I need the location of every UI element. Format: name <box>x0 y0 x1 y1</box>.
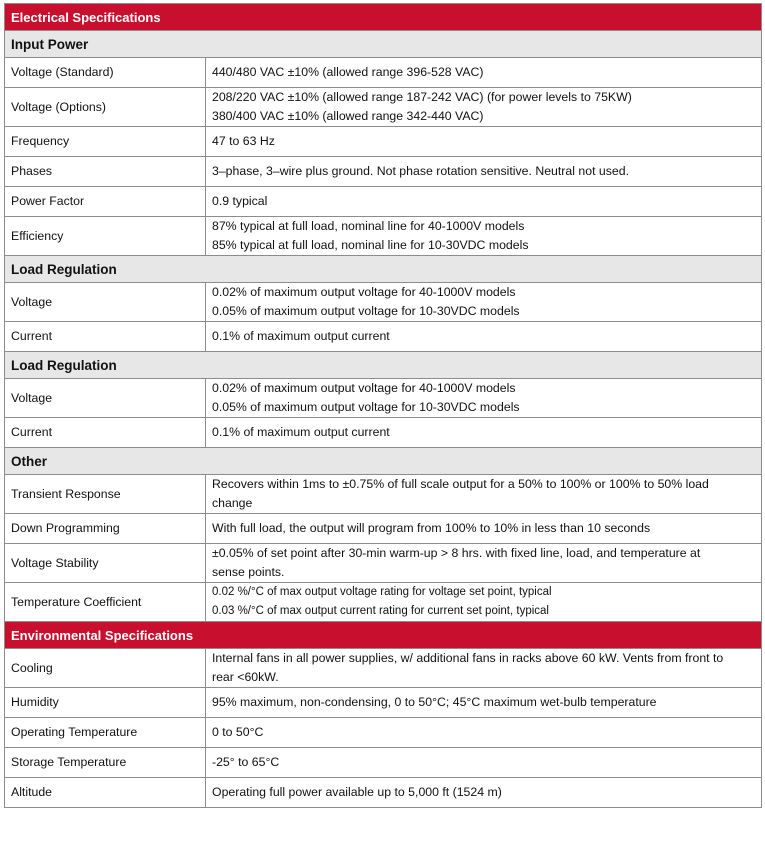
spec-label: Voltage <box>5 283 206 322</box>
spec-table <box>4 3 762 808</box>
section-title: Load Regulation <box>5 256 762 283</box>
spec-value-line: 0.03 %/°C of max output current rating for current set point, typical <box>212 605 549 617</box>
spec-row-altitude <box>5 778 762 808</box>
spec-value-line: 0.02 %/°C of max output voltage rating for voltage set point, typical <box>212 586 552 598</box>
spec-value <box>206 544 762 583</box>
section-header-input-power <box>5 31 762 58</box>
spec-row-voltage <box>5 379 762 418</box>
spec-value <box>206 688 762 718</box>
spec-value-line: 0.1% of maximum output current <box>212 425 390 439</box>
section-title: Environmental Specifications <box>5 622 762 649</box>
spec-value <box>206 187 762 217</box>
spec-value-line: 0.05% of maximum output voltage for 10-30VDC models <box>212 304 520 318</box>
spec-row-temperature-coefficient <box>5 583 762 622</box>
spec-value <box>206 418 762 448</box>
spec-label: Altitude <box>5 778 206 808</box>
spec-value <box>206 283 762 322</box>
spec-value-line: Internal fans in all power supplies, w/ additional fans in racks above 60 kW. Vents from front to <box>212 651 724 665</box>
spec-label: Operating Temperature <box>5 718 206 748</box>
spec-value-line: 0 to 50°C <box>212 725 264 739</box>
spec-row-voltage-options <box>5 88 762 127</box>
spec-row-voltage-stability <box>5 544 762 583</box>
spec-value-line: -25° to 65°C <box>212 755 280 769</box>
spec-label: Voltage <box>5 379 206 418</box>
spec-label: Power Factor <box>5 187 206 217</box>
spec-value-line: 380/400 VAC ±10% (allowed range 342-440 VAC) <box>212 109 484 123</box>
section-title: Load Regulation <box>5 352 762 379</box>
spec-row-operating-temperature <box>5 718 762 748</box>
spec-label: Current <box>5 418 206 448</box>
section-title: Other <box>5 448 762 475</box>
spec-value-line: 87% typical at full load, nominal line for 40-1000V models <box>212 219 525 233</box>
spec-label: Voltage (Standard) <box>5 58 206 88</box>
spec-value-line: rear <60kW. <box>212 670 279 684</box>
spec-row-cooling <box>5 649 762 688</box>
spec-label: Current <box>5 322 206 352</box>
spec-value-line: 0.9 typical <box>212 194 268 208</box>
spec-row-voltage-standard <box>5 58 762 88</box>
spec-label: Cooling <box>5 649 206 688</box>
spec-value-line: ±0.05% of set point after 30-min warm-up > 8 hrs. with fixed line, load, and temperature at <box>212 546 701 560</box>
section-header-electrical-specifications <box>5 4 762 31</box>
spec-value <box>206 58 762 88</box>
spec-row-phases <box>5 157 762 187</box>
spec-value-line: 208/220 VAC ±10% (allowed range 187-242 VAC) (for power levels to 75KW) <box>212 90 632 104</box>
spec-row-storage-temperature <box>5 748 762 778</box>
spec-row-frequency <box>5 127 762 157</box>
section-header-load-regulation <box>5 256 762 283</box>
spec-label: Voltage Stability <box>5 544 206 583</box>
spec-row-humidity <box>5 688 762 718</box>
spec-row-transient-response <box>5 475 762 514</box>
spec-value-line: 440/480 VAC ±10% (allowed range 396-528 VAC) <box>212 65 484 79</box>
spec-value <box>206 127 762 157</box>
section-title: Input Power <box>5 31 762 58</box>
spec-value-line: 47 to 63 Hz <box>212 134 275 148</box>
spec-value-line: 0.02% of maximum output voltage for 40-1000V models <box>212 285 516 299</box>
section-header-other <box>5 448 762 475</box>
spec-value <box>206 583 762 622</box>
spec-label: Storage Temperature <box>5 748 206 778</box>
spec-label: Frequency <box>5 127 206 157</box>
spec-value-line: sense points. <box>212 565 285 579</box>
section-title: Electrical Specifications <box>5 4 762 31</box>
spec-label: Phases <box>5 157 206 187</box>
spec-value-line: 3–phase, 3–wire plus ground. Not phase rotation sensitive. Neutral not used. <box>212 164 629 178</box>
spec-row-current <box>5 322 762 352</box>
spec-value-line: change <box>212 496 253 510</box>
spec-label: Temperature Coefficient <box>5 583 206 622</box>
spec-value-line: 95% maximum, non-condensing, 0 to 50°C; 45°C maximum wet-bulb temperature <box>212 695 657 709</box>
spec-value-line: 0.1% of maximum output current <box>212 329 390 343</box>
spec-label: Efficiency <box>5 217 206 256</box>
spec-value <box>206 157 762 187</box>
spec-row-efficiency <box>5 217 762 256</box>
spec-value-line: With full load, the output will program from 100% to 10% in less than 10 seconds <box>212 521 651 535</box>
spec-value <box>206 514 762 544</box>
spec-sheet <box>4 3 761 808</box>
spec-label: Down Programming <box>5 514 206 544</box>
spec-value <box>206 88 762 127</box>
spec-row-down-programming <box>5 514 762 544</box>
section-header-load-regulation <box>5 352 762 379</box>
spec-value-line: Operating full power available up to 5,000 ft (1524 m) <box>212 785 502 799</box>
spec-value <box>206 379 762 418</box>
spec-label: Transient Response <box>5 475 206 514</box>
spec-value <box>206 718 762 748</box>
spec-value <box>206 778 762 808</box>
spec-row-current <box>5 418 762 448</box>
spec-value-line: 0.02% of maximum output voltage for 40-1000V models <box>212 381 516 395</box>
spec-row-voltage <box>5 283 762 322</box>
spec-label: Voltage (Options) <box>5 88 206 127</box>
spec-value <box>206 322 762 352</box>
spec-value <box>206 649 762 688</box>
spec-label: Humidity <box>5 688 206 718</box>
spec-value-line: Recovers within 1ms to ±0.75% of full scale output for a 50% to 100% or 100% to 50% load <box>212 477 709 491</box>
spec-value <box>206 217 762 256</box>
section-header-environmental-specifications <box>5 622 762 649</box>
spec-row-power-factor <box>5 187 762 217</box>
spec-value-line: 0.05% of maximum output voltage for 10-30VDC models <box>212 400 520 414</box>
spec-value-line: 85% typical at full load, nominal line for 10-30VDC models <box>212 238 529 252</box>
spec-value <box>206 475 762 514</box>
spec-value <box>206 748 762 778</box>
